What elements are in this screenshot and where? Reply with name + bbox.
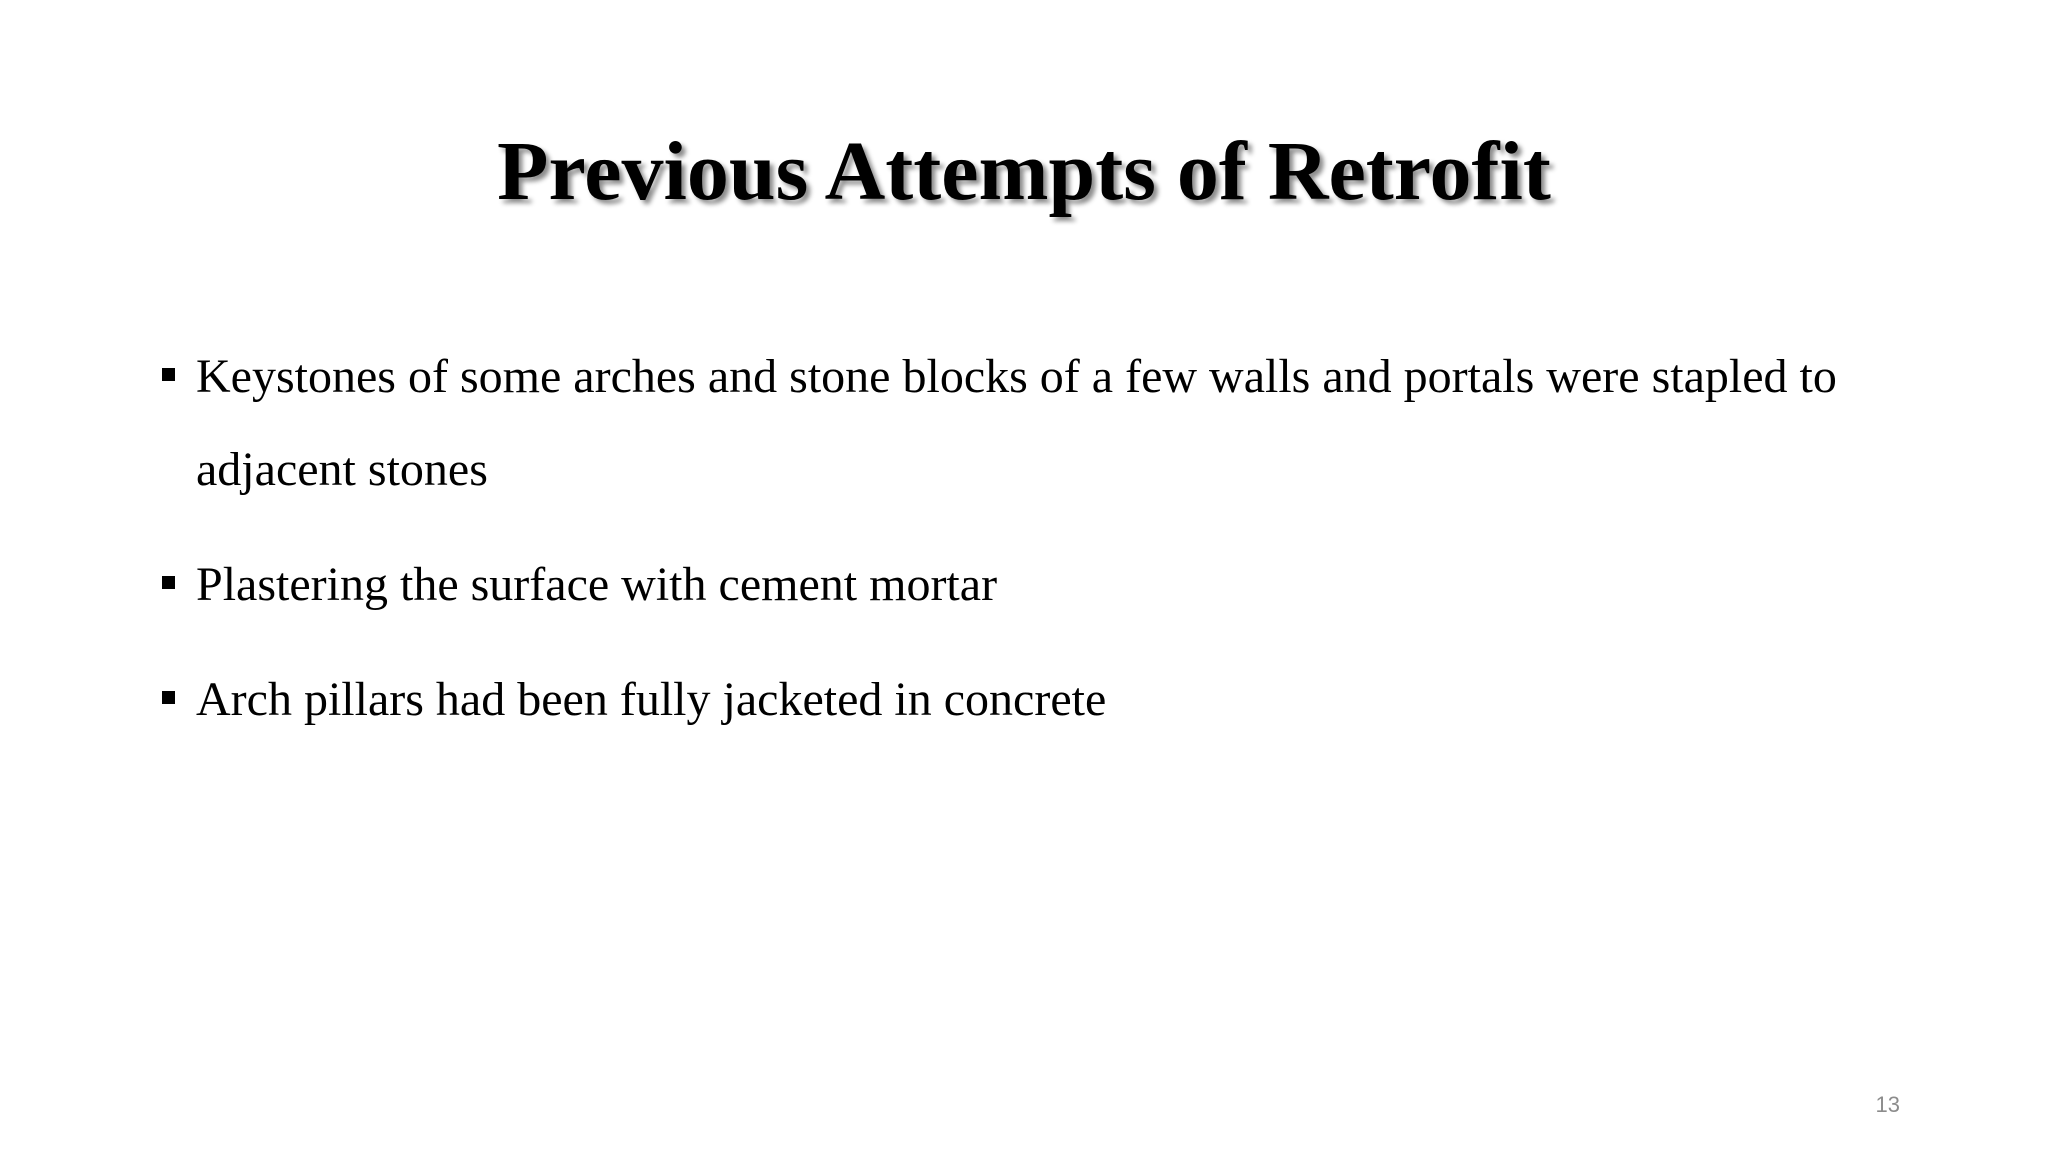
bullet-list — [160, 330, 1920, 746]
square-bullet-icon — [162, 576, 175, 589]
bullet-item — [160, 538, 1920, 631]
bullet-text: Arch pillars had been fully jacketed in concrete — [196, 673, 1107, 726]
bullet-item — [160, 653, 1920, 746]
square-bullet-icon — [162, 368, 175, 381]
bullet-item — [160, 330, 1920, 516]
bullet-text: Plastering the surface with cement mortar — [196, 558, 998, 611]
slide-number: 13 — [1875, 1092, 1900, 1117]
square-bullet-icon — [162, 691, 175, 704]
slide-title: Previous Attempts of Retrofit — [497, 125, 1551, 218]
bullet-text: Keystones of some arches and stone blocks of a few walls and portals were stapled to adjacent stones — [196, 350, 1837, 496]
